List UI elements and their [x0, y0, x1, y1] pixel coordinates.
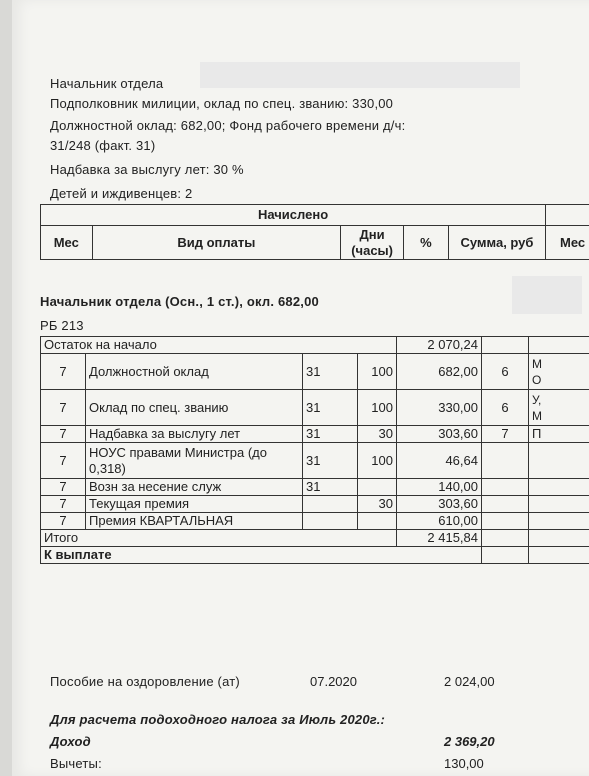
- income-label: Доход: [50, 734, 91, 749]
- benefit-sum: 2 024,00: [444, 674, 495, 689]
- col-days: Дни (часы): [341, 226, 404, 260]
- balance-row: [41, 337, 589, 354]
- table-row: 7 Текущая премия 30 303,60: [41, 496, 589, 513]
- benefit-date: 07.2020: [310, 674, 357, 689]
- tax-title: Для расчета подоходного налога за Июль 2020г.:: [50, 712, 386, 727]
- redacted-name-block: [200, 62, 520, 88]
- table-row: 7 Надбавка за выслугу лет 31 30 303,60 7 П: [41, 426, 589, 443]
- header-worktime: 31/248 (факт. 31): [50, 138, 156, 153]
- income-sum: 2 369,20: [444, 734, 495, 749]
- accrual-header-table: [40, 204, 589, 260]
- deduct-sum: 130,00: [444, 756, 484, 771]
- table-row: 7 Оклад по спец. званию 31 100 330,00 6 У, М: [41, 390, 589, 426]
- deduct-label: Вычеты:: [50, 756, 102, 771]
- section-code: РБ 213: [40, 318, 84, 333]
- col-vid: Вид оплаты: [92, 226, 341, 260]
- payslip-paper: [12, 0, 589, 776]
- header-bonus: Надбавка за выслугу лет: 30 %: [50, 162, 244, 177]
- balance-sum: 2 070,24: [397, 337, 482, 354]
- table-row: 7 Премия КВАРТАЛЬНАЯ 610,00: [41, 513, 589, 530]
- header-position: Начальник отдела: [50, 76, 164, 91]
- accrued-right-blank: [546, 205, 589, 226]
- table-row: 7 НОУС правами Министра (до 0,318) 31 100 46,64: [41, 443, 589, 479]
- balance-label: Остаток на начало: [41, 337, 397, 354]
- table-row: 7 Должностной оклад 31 100 682,00 6 М О: [41, 354, 589, 390]
- header-salary: Должностной оклад: 682,00; Фонд рабочего времени д/ч:: [50, 118, 406, 133]
- pay-row: К выплате: [41, 547, 589, 564]
- redacted-side-block: [512, 276, 582, 314]
- col-mes: Мес: [41, 226, 93, 260]
- section-title: Начальник отдела (Осн., 1 ст.), окл. 682,00: [40, 294, 319, 309]
- header-rank: Подполковник милиции, оклад по спец. званию: 330,00: [50, 96, 394, 111]
- col-pct: %: [404, 226, 449, 260]
- total-row: Итого 2 415,84: [41, 530, 589, 547]
- col-sum: Сумма, руб: [448, 226, 545, 260]
- header-children: Детей и иждивенцев: 2: [50, 186, 193, 201]
- col-mes2: Мес: [546, 226, 589, 260]
- benefit-label: Пособие на оздоровление (ат): [50, 674, 240, 689]
- accrual-table: [40, 336, 589, 564]
- table-row: 7 Возн за несение служ 31 140,00: [41, 479, 589, 496]
- accrued-title: Начислено: [41, 205, 546, 226]
